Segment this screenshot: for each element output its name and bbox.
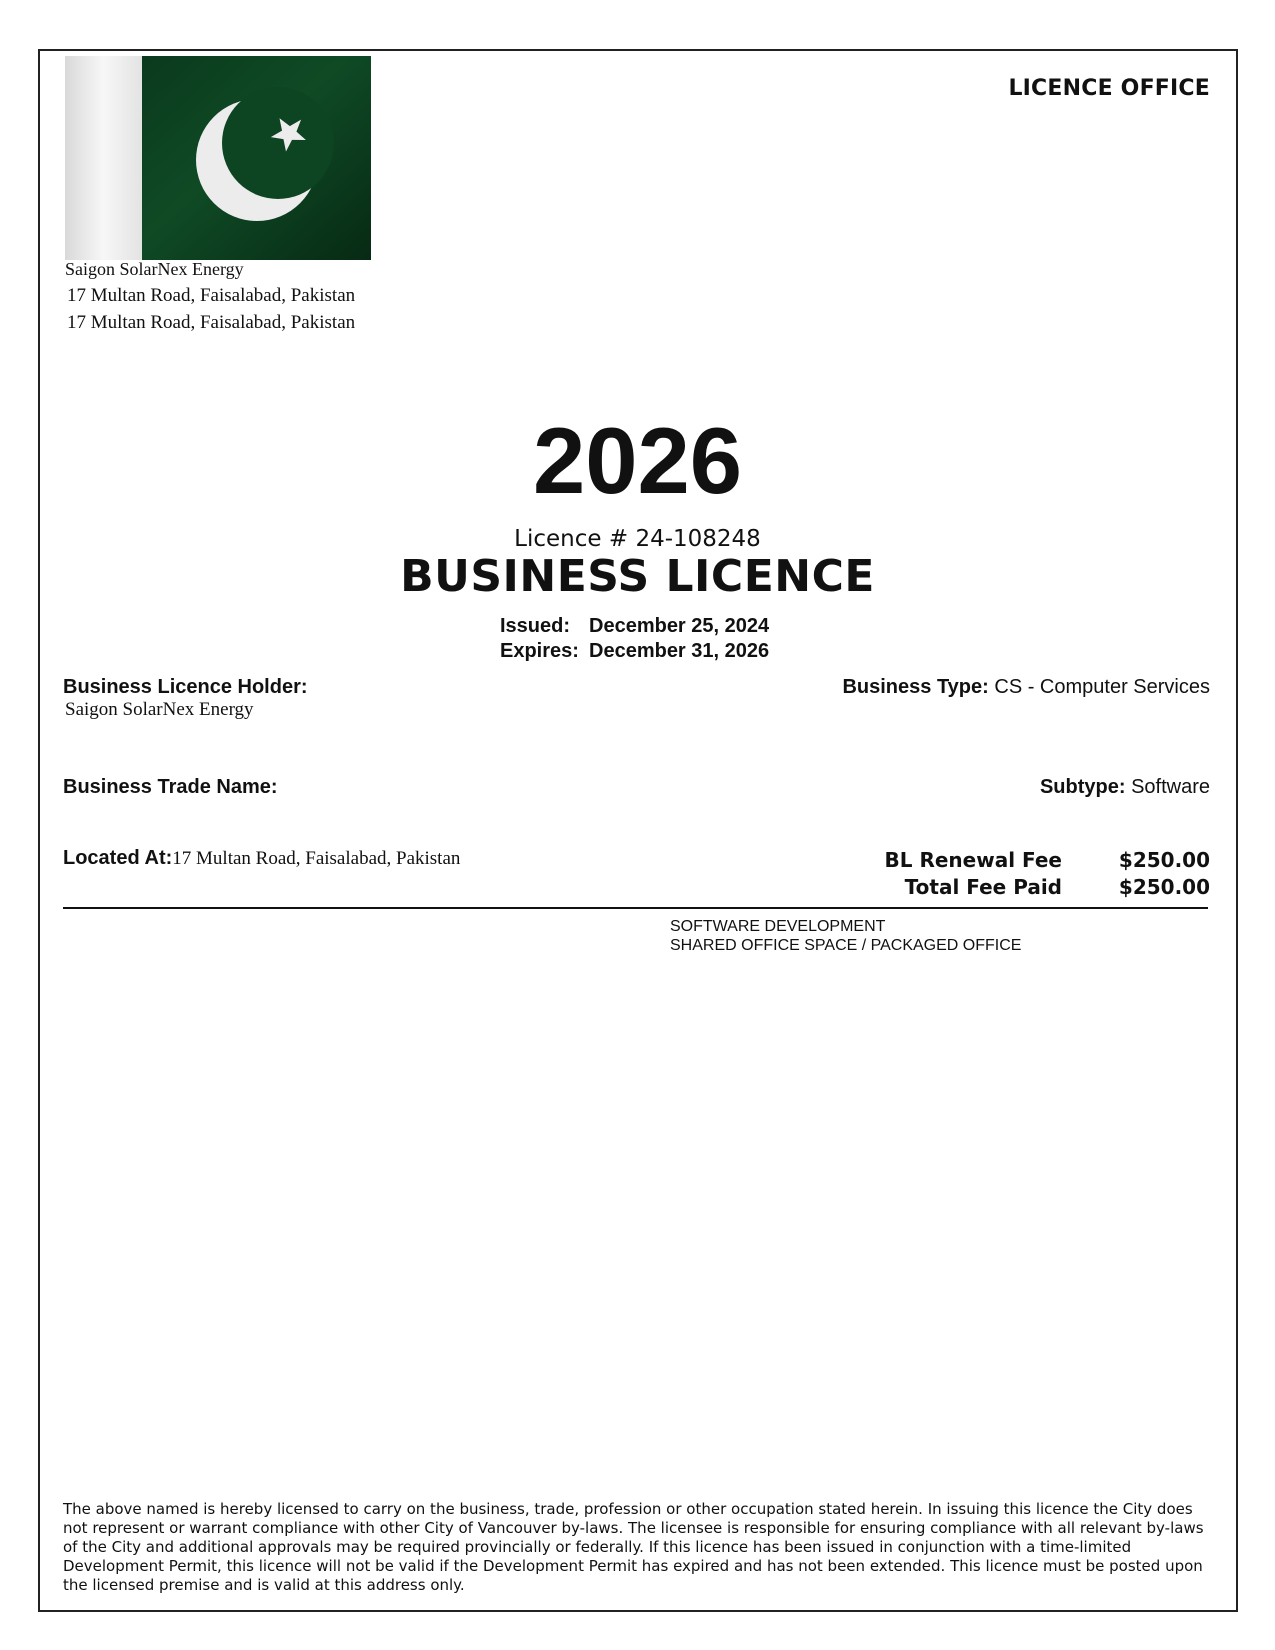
- issued-date: December 25, 2024: [589, 615, 770, 637]
- located-label: Located At:: [63, 847, 173, 869]
- section-divider: [63, 907, 1208, 909]
- subtype-value: Software: [1131, 776, 1210, 798]
- expires-date: December 31, 2026: [589, 640, 770, 662]
- company-name: Saigon SolarNex Energy: [65, 259, 244, 279]
- company-address-line1: 17 Multan Road, Faisalabad, Pakistan: [67, 285, 356, 306]
- expires-label: Expires:: [500, 640, 579, 662]
- disclaimer-text: The above named is hereby licensed to carry on the business, trade, profession or other occupation stated herein. In issuing this licence the City does not represent or warrant compliance with other City of Vancouver by-laws. The licensee is responsible for ensuring compliance with all relevant by-laws of the City and additional approvals may be required provincially or federally. If this licence has been issued in conjunction with a time-limited Development Permit, this licence will not be valid if the Development Permit has expired and has not been extended. This licence must be posted upon the licensed premise and is valid at this address only.: [63, 1500, 1204, 1594]
- issued-label: Issued:: [500, 615, 571, 637]
- business-type-label: Business Type:: [842, 676, 989, 698]
- company-address-line2: 17 Multan Road, Faisalabad, Pakistan: [67, 312, 356, 333]
- issued-row: [500, 615, 770, 638]
- expires-row: [500, 640, 770, 663]
- document-border: [38, 49, 1238, 1612]
- renewal-fee-value: $250.00: [1118, 848, 1210, 872]
- subtype-row: [1040, 776, 1210, 799]
- subtype-label: Subtype:: [1039, 776, 1126, 798]
- business-type-row: [842, 676, 1210, 699]
- holder-value: Saigon SolarNex Energy: [65, 699, 254, 720]
- activity-description-line2: SHARED OFFICE SPACE / PACKAGED OFFICE: [670, 937, 1022, 954]
- pakistan-flag-logo: [65, 56, 371, 260]
- holder-label: Business Licence Holder:: [63, 676, 308, 698]
- located-value: 17 Multan Road, Faisalabad, Pakistan: [172, 848, 461, 869]
- total-fee-label: Total Fee Paid: [904, 875, 1062, 899]
- total-fee-value: $250.00: [1118, 875, 1210, 899]
- document-title: BUSINESS LICENCE: [400, 551, 875, 602]
- trade-name-label: Business Trade Name:: [63, 776, 278, 798]
- licence-year: 2026: [532, 408, 743, 513]
- located-row: [63, 847, 460, 870]
- activity-description-line1: SOFTWARE DEVELOPMENT: [670, 918, 886, 935]
- renewal-fee-label: BL Renewal Fee: [884, 848, 1062, 872]
- licence-office-heading: LICENCE OFFICE: [1008, 76, 1210, 101]
- business-type-value: CS - Computer Services: [994, 676, 1210, 698]
- licence-number: Licence # 24-108248: [514, 526, 761, 552]
